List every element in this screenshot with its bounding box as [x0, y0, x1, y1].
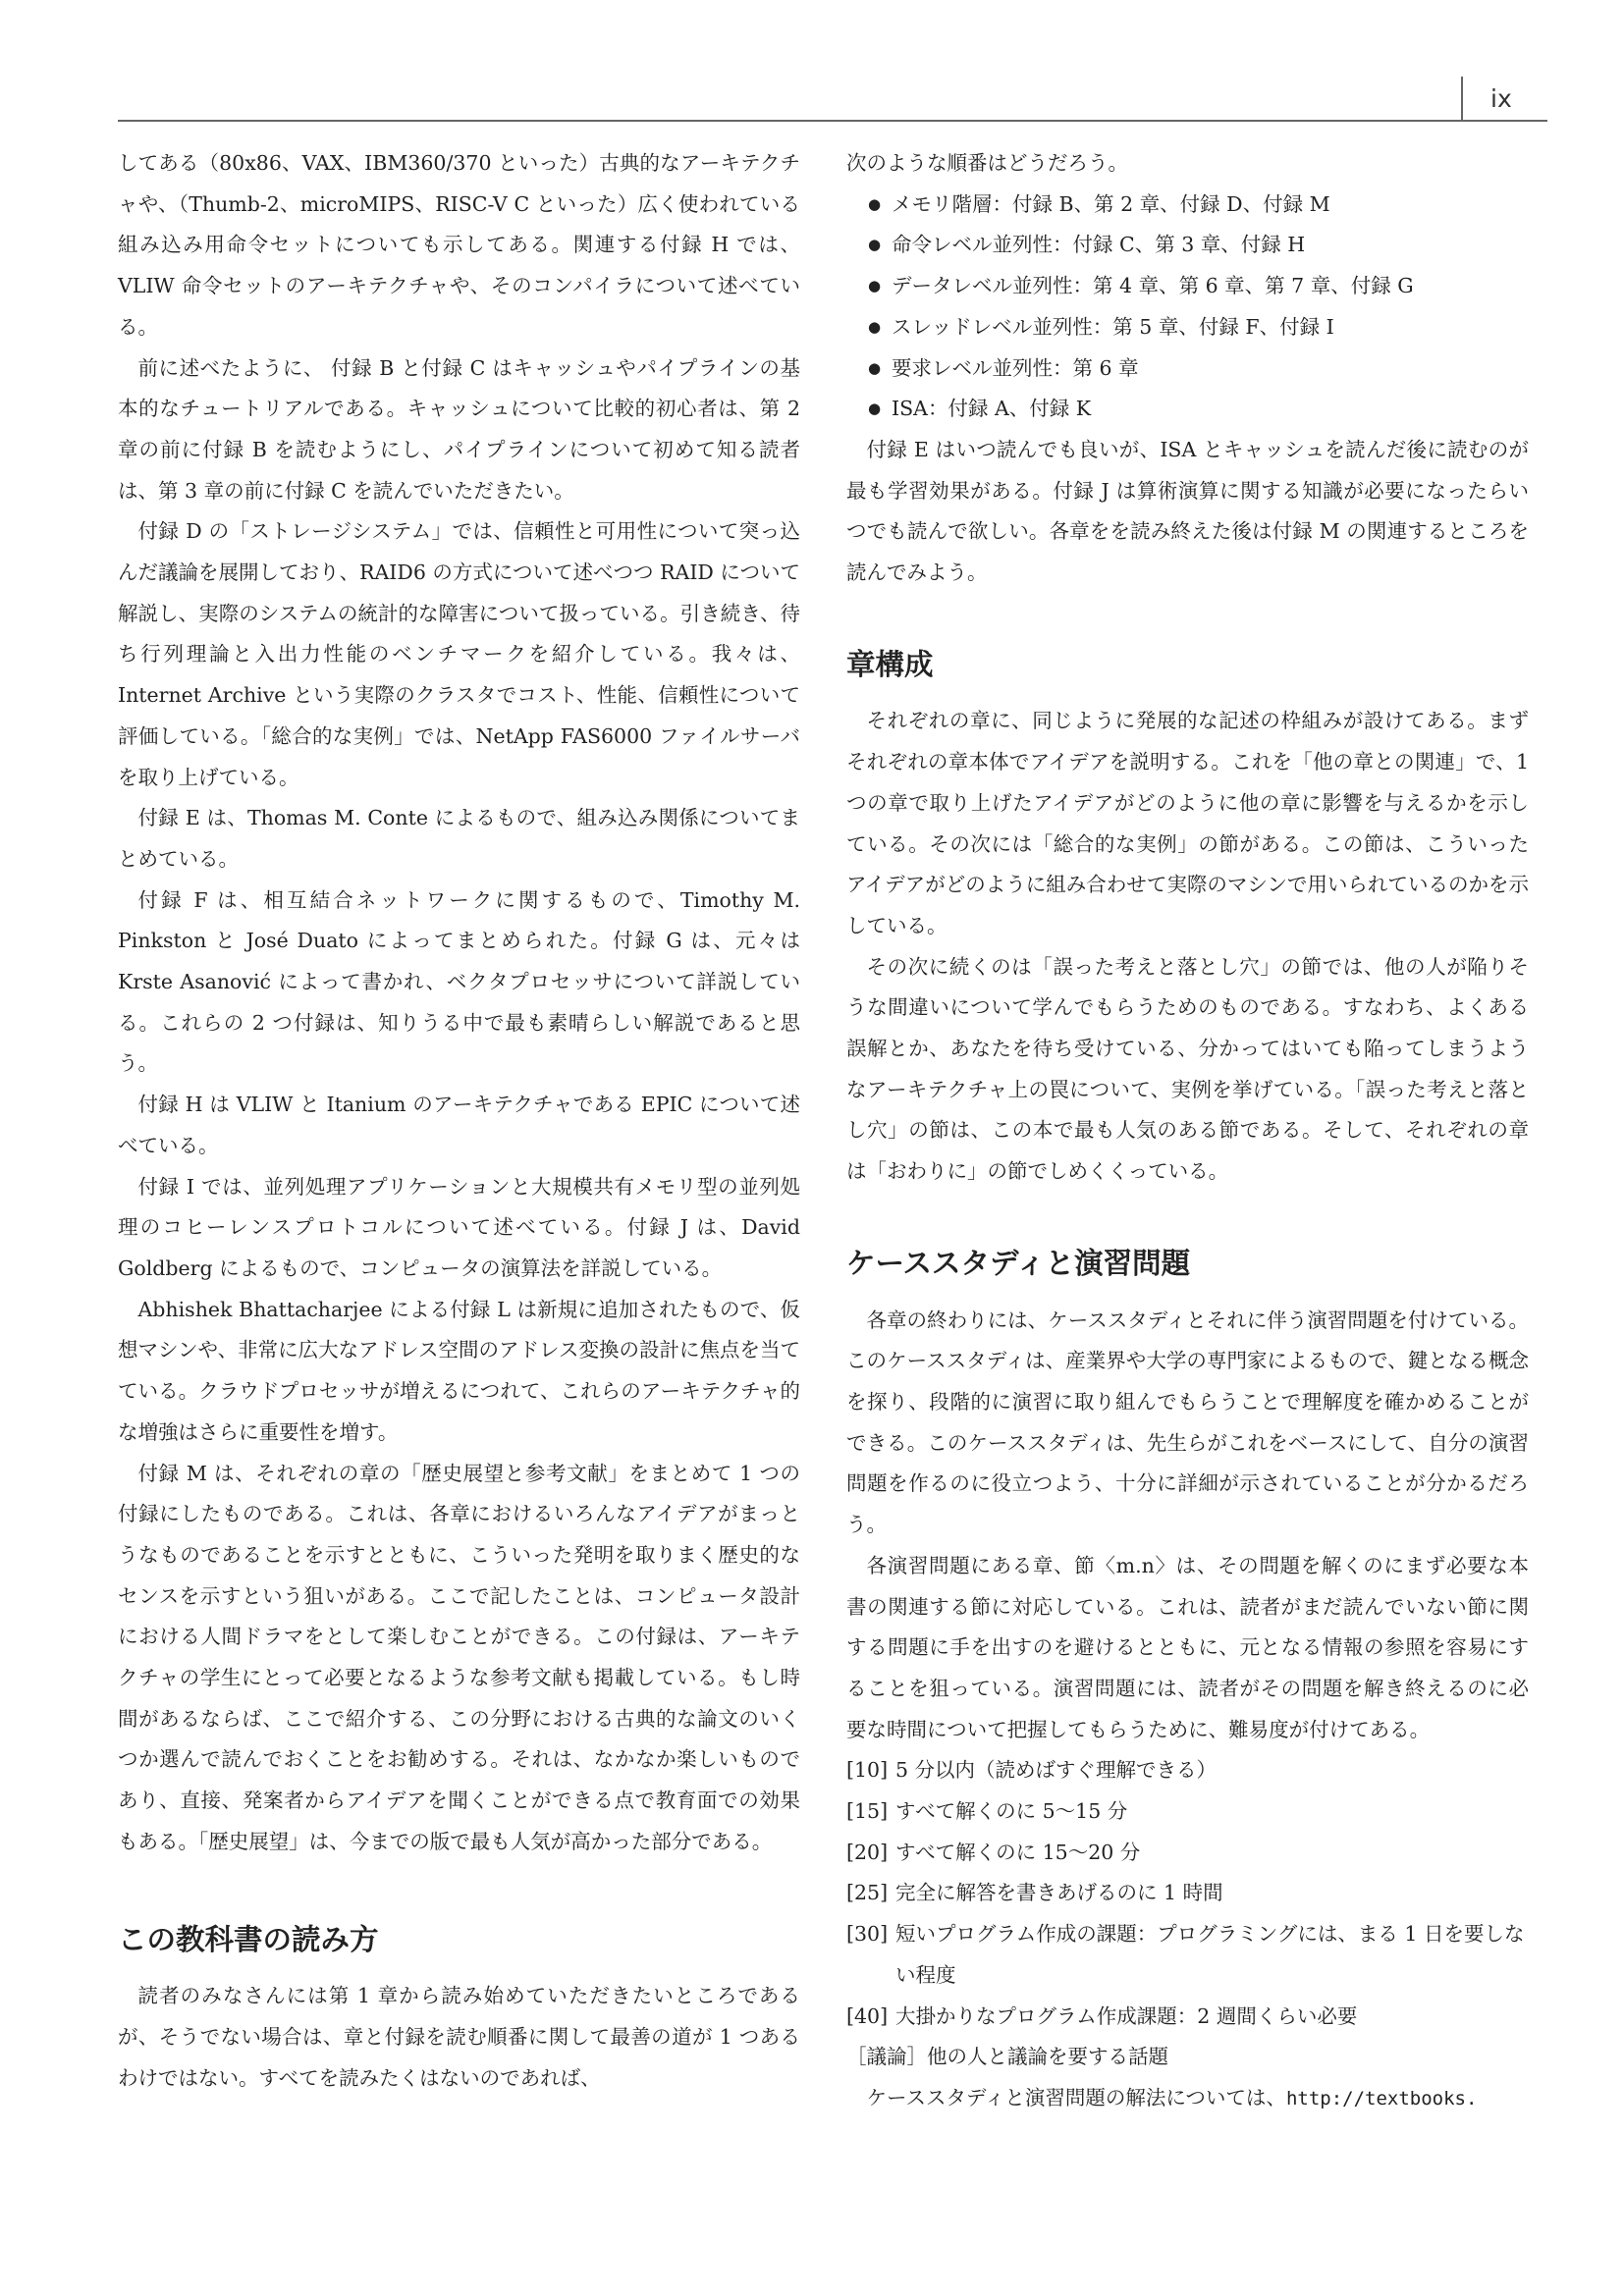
- list-item: ● ISA：付録 A、付録 K: [868, 389, 1529, 430]
- difficulty-level: [40]: [846, 2003, 889, 2028]
- paragraph: 前に述べたように、 付録 B と付録 C はキャッシュやパイプラインの基本的なチュートリアルである。キャッシュについて比較的初心者は、第 2 章の前に付録 B を読むようにし、パイプラインについて初めて知る読者は、第 3 章の前に付録 C を読んでいただきたい。: [118, 355, 800, 503]
- list-item: ● データレベル並列性：第 4 章、第 6 章、第 7 章、付録 G: [868, 266, 1529, 307]
- paragraph: 付録 I では、並列処理アプリケーションと大規模共有メモリ型の並列処理のコヒーレンスプロトコルについて述べている。付録 J は、David Goldberg によるもので、コンピュータの演算法を詳説している。: [118, 1174, 800, 1280]
- section-heading-reading: この教科書の読み方: [118, 1922, 379, 1956]
- difficulty-level: [30]: [846, 1922, 889, 1947]
- section-heading-chapters: 章構成: [846, 647, 934, 681]
- difficulty-desc: 短いプログラム作成の課題：プログラミングには、まる 1 日を要しない程度: [895, 1922, 1525, 1987]
- list-item: ● スレッドレベル並列性：第 5 章、付録 F、付録 I: [868, 307, 1529, 348]
- list-item: ● 命令レベル並列性：付録 C、第 3 章、付録 H: [868, 225, 1529, 266]
- list-item: ● メモリ階層：付録 B、第 2 章、付録 D、付録 M: [868, 185, 1529, 226]
- left-column: [118, 143, 800, 2099]
- difficulty-item: [846, 1914, 1529, 1996]
- difficulty-item: [846, 2037, 1529, 2078]
- paragraph: 各演習問題にある章、節〈m.n〉は、その問題を解くのにまず必要な本書の関連する節に対応している。これは、読者がまだ読んでいない節に関する問題に手を出すのを避けるとともに、元となる情報の参照を容易にすることを狙っている。演習問題には、読者がその問題を解き終えるのに必要な時間について把握してもらうために、難易度が付けてある。: [846, 1553, 1529, 1741]
- paragraph-final: [846, 2078, 1529, 2120]
- difficulty-desc: 完全に解答を書きあげるのに 1 時間: [895, 1881, 1223, 1905]
- paragraph: それぞれの章に、同じように発展的な記述の枠組みが設けてある。まずそれぞれの章本体でアイデアを説明する。これを「他の章との関連」で、1 つの章で取り上げたアイデアがどのように他の章に影響を与えるかを示している。その次には「総合的な実例」の節がある。この節は、こういったアイデアがどのように組み合わせて実際のマシンで用いられているのかを示している。: [846, 709, 1529, 937]
- paragraph: 付録 E はいつ読んでも良いが、ISA とキャッシュを読んだ後に読むのが最も学習効果がある。付録 J は算術演算に関する知識が必要になったらいつでも読んで欲しい。各章をを読み終えた後は付録 M の関連するところを読んでみよう。: [846, 437, 1529, 585]
- difficulty-item: [846, 1873, 1529, 1914]
- paragraph: Abhishek Bhattacharjee による付録 L は新規に追加されたもので、仮想マシンや、非常に広大なアドレス空間のアドレス変換の設計に焦点を当てている。クラウドプロセッサが増えるにつれて、これらのアーキテクチャ的な増強はさらに重要性を増す。: [118, 1297, 800, 1444]
- paragraph: 付録 D の「ストレージシステム」では、信頼性と可用性について突っ込んだ議論を展開しており、RAID6 の方式について述べつつ RAID について解説し、実際のシステムの統計的な障害について扱っている。引き続き、待ち行列理論と入出力性能のベンチマークを紹介している。我々は、Internet Archive という実際のクラスタでコスト、性能、信頼性について評価している。「総合的な実例」では、NetApp FAS6000 ファイルサーバを取り上げている。: [118, 519, 800, 789]
- difficulty-item: [846, 1997, 1529, 2038]
- difficulty-desc: 他の人と議論を要する話題: [927, 2045, 1168, 2069]
- paragraph: その次に続くのは「誤った考えと落とし穴」の節では、他の人が陥りそうな間違いについて学んでもらうためのものである。すなわち、よくある誤解とか、あなたを待ち受けている、分かってはいても陥ってしまうようなアーキテクチャ上の罠について、実例を挙げている。「誤った考えと落とし穴」の節は、この本で最も人気のある節である。そして、それぞれの章は「おわりに」の節でしめくくっている。: [846, 954, 1529, 1184]
- paragraph: 付録 E は、Thomas M. Conte によるもので、組み込み関係についてまとめている。: [118, 806, 800, 871]
- paragraph: 各章の終わりには、ケーススタディとそれに伴う演習問題を付けている。このケーススタディは、産業界や大学の専門家によるもので、鍵となる概念を探り、段階的に演習に取り組んでもらうことで理解度を確かめることができる。このケーススタディは、先生らがこれをベースにして、自分の演習問題を作るのに役立つよう、十分に詳細が示されていることが分かるだろう。: [846, 1308, 1529, 1537]
- paragraph: 付録 F は、相互結合ネットワークに関するもので、Timothy M. Pinkston と José Duato によってまとめられた。付録 G は、元々は Krste Asanović によって書かれ、ベクタプロセッサについて詳説している。これらの 2 つ付録は、知りうる中で最も素晴らしい解説であると思う。: [118, 887, 800, 1076]
- paragraph: 読者のみなさんには第 1 章から読み始めていただきたいところであるが、そうでない場合は、章と付録を読む順番に関して最善の道が 1 つあるわけではない。すべてを読みたくはないのであれば、: [118, 1984, 800, 2090]
- difficulty-desc: すべて解くのに 5〜15 分: [895, 1799, 1128, 1824]
- difficulty-desc: すべて解くのに 15〜20 分: [895, 1840, 1141, 1864]
- difficulty-desc: 大掛かりなプログラム作成課題：2 週間くらい必要: [895, 2003, 1358, 2028]
- textbooks-url: http://textbooks.: [1285, 2087, 1478, 2109]
- difficulty-level: [15]: [846, 1799, 889, 1824]
- difficulty-list: [846, 1750, 1529, 2078]
- difficulty-item: [846, 1791, 1529, 1833]
- difficulty-level: [25]: [846, 1881, 889, 1905]
- reading-order-list: [846, 185, 1529, 430]
- paragraph: してある（80x86、VAX、IBM360/370 といった）古典的なアーキテクチャや、（Thumb-2、microMIPS、RISC-V C といった）広く使われている組み込み用命令セットについても示してある。関連する付録 H では、VLIW 命令セットのアーキテクチャや、そのコンパイラについて述べている。: [118, 151, 800, 339]
- header-rule: [118, 120, 1547, 122]
- difficulty-level: [20]: [846, 1840, 889, 1864]
- right-column: [846, 143, 1529, 2120]
- header-divider: [1461, 77, 1463, 122]
- final-text: ケーススタディと演習問題の解法については、: [866, 2085, 1286, 2109]
- paragraph: 次のような順番はどうだろう。: [846, 151, 1128, 175]
- section-heading-case-studies: ケーススタディと演習問題: [846, 1246, 1191, 1280]
- difficulty-level: [10]: [846, 1758, 889, 1783]
- difficulty-item: [846, 1750, 1529, 1791]
- list-item: ● 要求レベル並列性：第 6 章: [868, 348, 1529, 390]
- paragraph: 付録 M は、それぞれの章の「歴史展望と参考文献」をまとめて 1 つの付録にしたものである。これは、各章におけるいろんなアイデアがまっとうなものであることを示すとともに、こういった発明を取りまく歴史的なセンスを示すという狙いがある。ここで記したことは、コンピュータ設計における人間ドラマをとして楽しむことができる。この付録は、アーキテクチャの学生にとって必要となるような参考文献も掲載している。もし時間があるならば、ここで紹介する、この分野における古典的な論文のいくつか選んで読んでおくことをお勧めする。それは、なかなか楽しいものであり、直接、発案者からアイデアを聞くことができる点で教育面での効果もある。「歴史展望」は、今までの版で最も人気が高かった部分である。: [118, 1461, 800, 1853]
- paragraph: 付録 H は VLIW と Itanium のアーキテクチャである EPIC について述べている。: [118, 1093, 800, 1157]
- difficulty-level: ［議論］: [846, 2045, 927, 2069]
- difficulty-item: [846, 1833, 1529, 1874]
- difficulty-desc: 5 分以内（読めばすぐ理解できる）: [895, 1758, 1218, 1783]
- page-number: ix: [1490, 84, 1512, 113]
